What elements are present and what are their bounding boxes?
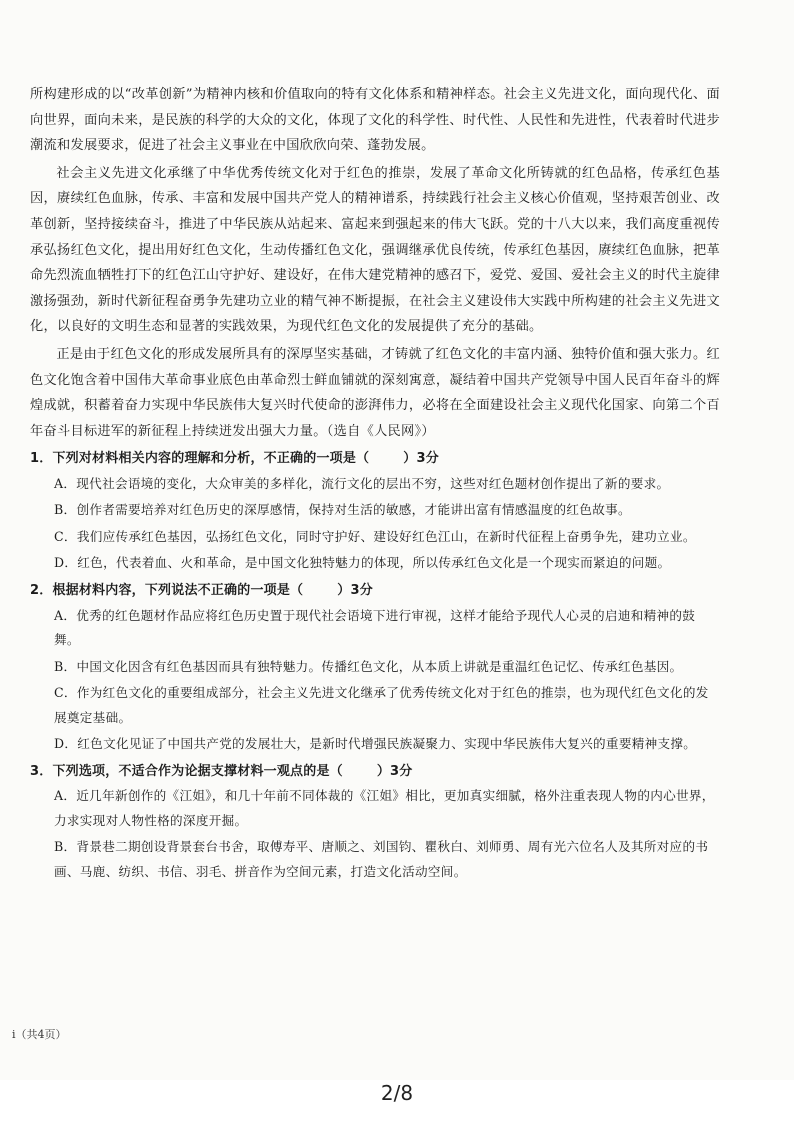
option-a: A．近几年新创作的《江姐》，和几十年前不同体裁的《江姐》相比，更加真实细腻，格外注重表现人物的内心世界，力求实现对人物性格的深度开掘。 [54, 788, 715, 828]
paragraph-1: 所构建形成的以“改革创新”为精神内核和价值取向的特有文化体系和精神样态。社会主义先进文化，面向现代化、面向世界，面向未来，是民族的科学的大众的文化，体现了文化的科学性、时代性、人民性和先进性，代表着时代进步潮流和发展要求，促进了社会主义事业在中国欣欣向荣、蓬勃发展。 [30, 87, 720, 154]
document-body [30, 82, 720, 886]
question-1 [30, 446, 720, 576]
option-c: C．我们应传承红色基因，弘扬红色文化，同时守护好、建设好红色江山，在新时代征程上奋勇争先，建功立业。 [54, 528, 696, 544]
option-b: B．创作者需要培养对红色历史的深厚感情，保持对生活的敏感，才能讲出富有情感温度的红色故事。 [54, 502, 631, 518]
question-stem: 3．下列选项，不适合作为论据支撑材料一观点的是（ ）3分 [30, 763, 413, 779]
option-b: B．中国文化因含有红色基因而具有独特魅力。传播红色文化，从本质上讲就是重温红色记忆、传承红色基因。 [54, 658, 683, 674]
option-d: D．红色，代表着血、火和革命，是中国文化独特魅力的体现，所以传承红色文化是一个现实而紧迫的问题。 [54, 555, 671, 571]
paragraph-3: 正是由于红色文化的形成发展所具有的深厚坚实基础，才铸就了红色文化的丰富内涵、独特价值和强大张力。红色文化饱含着中国伟大革命事业底色由革命烈士鲜血铺就的深刻寓意，凝结着中国共产党领导中国人民百年奋斗的辉煌成就，积蓄着奋力实现中华民族伟大复兴时代使命的澎湃伟力，必将在全面建设社会主义现代化国家、向第二个百年奋斗目标进军的新征程上持续迸发出强大力量。（选自《人民网》） [30, 346, 720, 439]
question-stem: 2．根据材料内容，下列说法不正确的一项是（ ）3分 [30, 582, 373, 598]
option-d: D．红色文化见证了中国共产党的发展壮大，是新时代增强民族凝聚力、实现中华民族伟大复兴的重要精神支撑。 [54, 736, 697, 751]
paragraph-2: 社会主义先进文化承继了中华优秀传统文化对于红色的推崇，发展了革命文化所铸就的红色品格，传承红色基因，赓续红色血脉，传承、丰富和发展中国共产党人的精神谱系，持续践行社会主义核心价值观，坚持艰苦创业、改革创新，坚持接续奋斗，推进了中华民族从站起来、富起来到强起来的伟大飞跃。党的十八大以来，我们高度重视传承弘扬红色文化，提出用好红色文化，生动传播红色文化，强调继承优良传统，传承红色基因，赓续红色血脉，把革命先烈流血牺牲打下的红色江山守护好、建设好，在伟大建党精神的感召下，爱党、爱国、爱社会主义的时代主旋律激扬强劲，新时代新征程奋勇争先建功立业的精气神不断提振，在社会主义建设伟大实践中所构建的社会主义先进文化，以良好的文明生态和显著的实践效果，为现代红色文化的发展提供了充分的基础。 [30, 165, 720, 335]
option-a: A．现代社会语境的变化，大众审美的多样化，流行文化的层出不穷，这些对红色题材创作提出了新的要求。 [54, 475, 670, 491]
option-c: C．作为红色文化的重要组成部分，社会主义先进文化继承了优秀传统文化对于红色的推崇，也为现代红色文化的发展奠定基础。 [54, 685, 709, 725]
option-b: B．背景巷二期创设背景套台书舍，取傅寿平、唐顺之、刘国钧、瞿秋白、刘师勇、周有光六位名人及其所对应的书画、马鹿、纺织、书信、羽毛、拼音作为空间元素，打造文化活动空间。 [54, 839, 709, 879]
question-3 [30, 759, 720, 885]
page-indicator: 2/8 [0, 1080, 794, 1123]
page-footer: i（共4页） [12, 1028, 67, 1041]
option-a: A．优秀的红色题材作品应将红色历史置于现代社会语境下进行审视，这样才能给予现代人心灵的启迪和精神的鼓舞。 [54, 607, 696, 647]
question-stem: 1．下列对材料相关内容的理解和分析，不正确的一项是（ ）3分 [30, 451, 439, 467]
question-2 [30, 578, 720, 757]
